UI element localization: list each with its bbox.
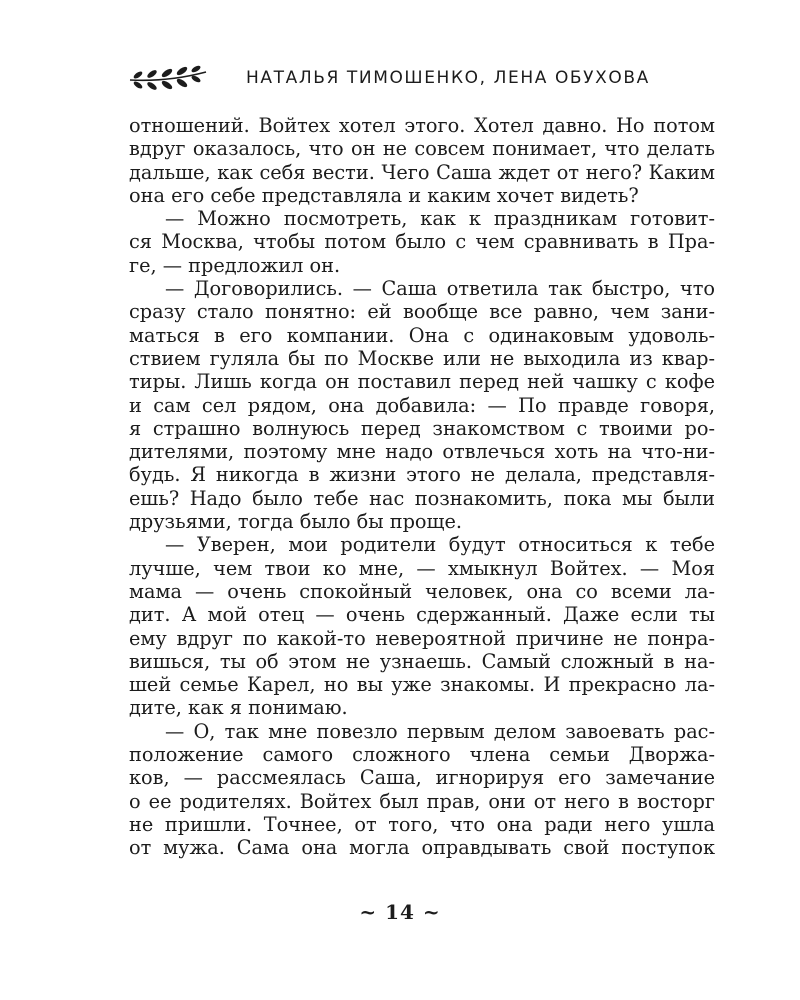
text-line: ге, — предложил он. bbox=[129, 253, 341, 277]
text-line: будь. Я никогда в жизни этого не делала, представля- bbox=[129, 463, 715, 487]
text-line: вдруг оказалось, что он не совсем понимает, что делать bbox=[129, 137, 715, 161]
text-line: положение самого сложного члена семьи Дворжа- bbox=[129, 743, 715, 767]
body-text bbox=[129, 114, 715, 860]
text-line: шей семье Карел, но вы уже знакомы. И прекрасно ла- bbox=[129, 673, 715, 697]
text-line: — Уверен, мои родители будут относиться к тебе bbox=[165, 533, 715, 557]
text-line: от мужа. Сама она могла оправдывать свой поступок bbox=[129, 836, 715, 860]
page-number: ~ 14 ~ bbox=[359, 900, 441, 924]
leaf-branch-icon bbox=[128, 64, 208, 94]
text-line: и сам сел рядом, она добавила: — По правде говоря, bbox=[129, 393, 715, 417]
text-line: дите, как я понимаю. bbox=[129, 696, 348, 720]
text-line: дит. А мой отец — очень сдержанный. Даже если ты bbox=[129, 603, 715, 627]
text-line: маться в его компании. Она с одинаковым удоволь- bbox=[129, 323, 715, 347]
text-line: — О, так мне повезло первым делом завоевать рас- bbox=[165, 719, 715, 743]
text-line: не пришли. Точнее, от того, что она ради него ушла bbox=[129, 812, 715, 836]
text-line: дителями, поэтому мне надо отвлечься хоть на что-ни- bbox=[129, 440, 715, 464]
text-line: дальше, как себя вести. Чего Саша ждет от него? Каким bbox=[129, 160, 715, 184]
text-line: тиры. Лишь когда он поставил перед ней чашку с кофе bbox=[129, 370, 715, 394]
text-line: я страшно волнуюсь перед знакомством с твоими ро- bbox=[129, 416, 715, 440]
text-line: ся Москва, чтобы потом было с чем сравнивать в Пра- bbox=[129, 230, 715, 254]
text-line: мама — очень спокойный человек, она со всеми ла- bbox=[129, 579, 715, 603]
text-line: — Можно посмотреть, как к праздникам готовит- bbox=[165, 207, 715, 231]
text-line: она его себе представляла и каким хочет видеть? bbox=[129, 183, 639, 207]
text-line: ешь? Надо было тебе нас познакомить, пока мы были bbox=[129, 486, 715, 510]
text-line: — Договорились. — Саша ответила так быстро, что bbox=[165, 277, 715, 301]
text-line: сразу стало понятно: ей вообще все равно, чем зани- bbox=[129, 300, 715, 324]
text-line: друзьями, тогда было бы проще. bbox=[129, 510, 463, 534]
text-line: лучше, чем твои ко мне, — хмыкнул Войтех. — Моя bbox=[129, 556, 715, 580]
text-line: вишься, ты об этом не узнаешь. Самый сложный в на- bbox=[129, 649, 715, 673]
text-line: ему вдруг по какой-то невероятной причине не понра- bbox=[129, 626, 715, 650]
text-line: о ее родителях. Войтех был прав, они от него в восторг bbox=[129, 789, 715, 813]
running-head: НАТАЛЬЯ ТИМОШЕНКО, ЛЕНА ОБУХОВА bbox=[246, 68, 650, 88]
text-line: ствием гуляла бы по Москве или не выходила из квар- bbox=[129, 346, 715, 370]
page-header bbox=[128, 62, 728, 96]
text-line: отношений. Войтех хотел этого. Хотел давно. Но потом bbox=[129, 114, 715, 137]
text-line: ков, — рассмеялась Саша, игнорируя его замечание bbox=[129, 766, 715, 790]
